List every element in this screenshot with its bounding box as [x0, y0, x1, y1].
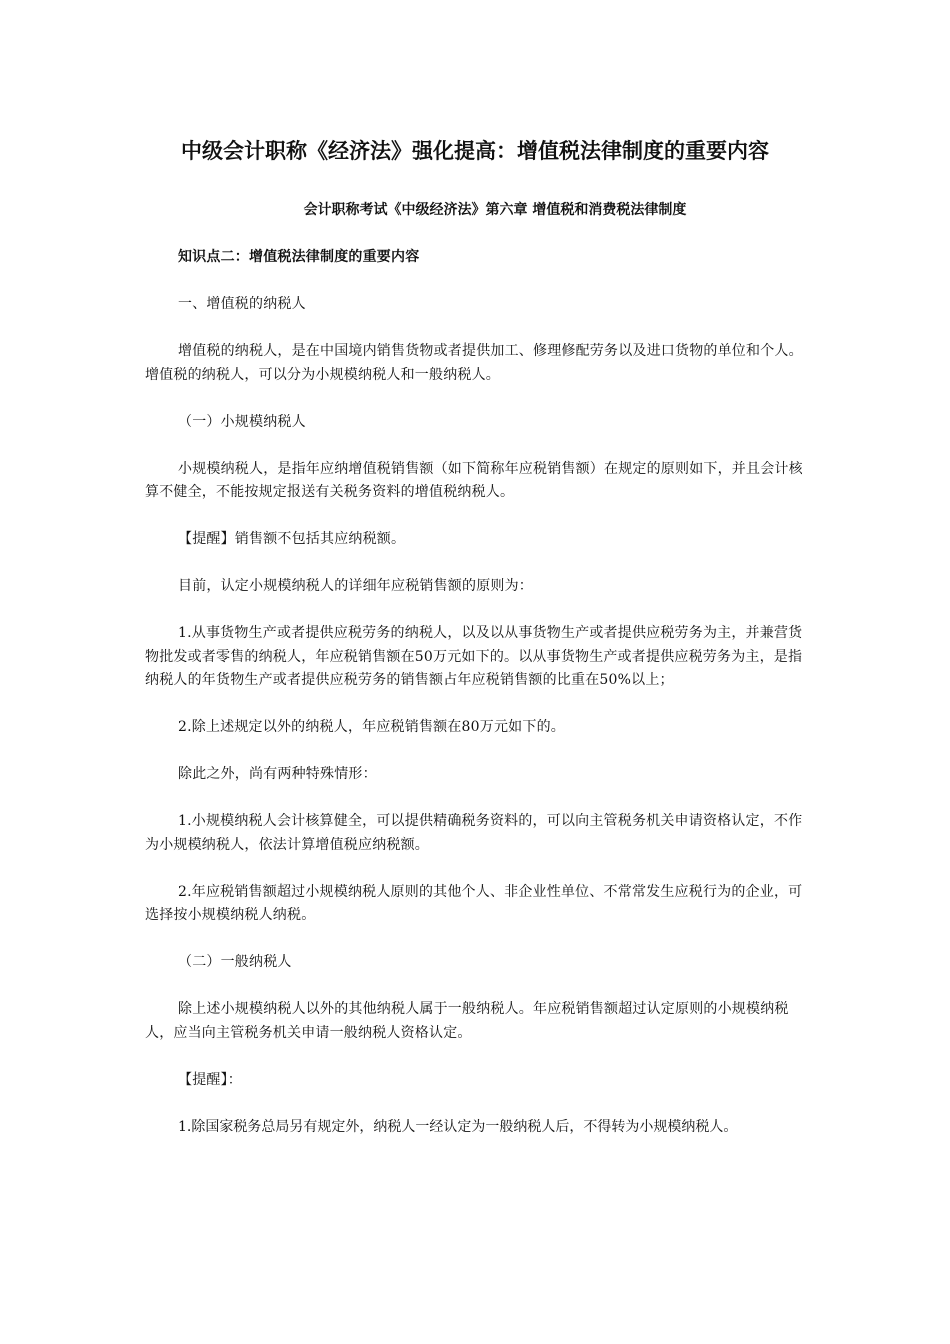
document-body	[145, 246, 813, 1163]
document-subtitle: 会计职称考试《中级经济法》第六章 增值税和消费税法律制度	[303, 202, 687, 218]
list-item: 1.小规模纳税人会计核算健全，可以提供精确税务资料的，可以向主管税务机关申请资格认定，不作为小规模纳税人，依法计算增值税应纳税额。	[145, 813, 803, 853]
reminder-note: 【提醒】销售额不包括其应纳税额。	[178, 531, 406, 547]
paragraph: 小规模纳税人，是指年应纳增值税销售额（如下简称年应税销售额）在规定的原则如下，并且会计核算不健全，不能按规定报送有关税务资料的增值税纳税人。	[145, 460, 803, 500]
section-heading: 知识点二：增值税法律制度的重要内容	[178, 249, 420, 265]
list-item: 1.除国家税务总局另有规定外，纳税人一经认定为一般纳税人后，不得转为小规模纳税人。	[178, 1118, 738, 1135]
subsection-heading: （二）一般纳税人	[178, 954, 292, 970]
paragraph: 除此之外，尚有两种特殊情形：	[178, 766, 377, 782]
subsection-heading: （一）小规模纳税人	[178, 413, 306, 430]
paragraph: 增值税的纳税人，是在中国境内销售货物或者提供加工、修理修配劳务以及进口货物的单位和个人。增值税的纳税人，可以分为小规模纳税人和一般纳税人。	[145, 343, 803, 383]
paragraph: 除上述小规模纳税人以外的其他纳税人属于一般纳税人。年应税销售额超过认定原则的小规模纳税人，应当向主管税务机关申请一般纳税人资格认定。	[145, 1001, 789, 1041]
section-heading: 一、增值税的纳税人	[178, 296, 306, 312]
list-item: 2.年应税销售额超过小规模纳税人原则的其他个人、非企业性单位、不常常发生应税行为的企业，可选择按小规模纳税人纳税。	[145, 883, 803, 923]
paragraph: 目前，认定小规模纳税人的详细年应税销售额的原则为：	[178, 578, 533, 594]
reminder-note: 【提醒】：	[178, 1071, 242, 1088]
list-item: 1.从事货物生产或者提供应税劳务的纳税人，以及以从事货物生产或者提供应税劳务为主，并兼营货物批发或者零售的纳税人，年应税销售额在50万元如下的。以从事货物生产或者提供应税劳务为主，是指纳税人的年货物生产或者提供应税劳务的销售额占年应税销售额的比重在50%以上；	[145, 625, 803, 688]
document-title: 中级会计职称《经济法》强化提高：增值税法律制度的重要内容	[181, 139, 769, 163]
list-item: 2.除上述规定以外的纳税人，年应税销售额在80万元如下的。	[178, 719, 565, 735]
